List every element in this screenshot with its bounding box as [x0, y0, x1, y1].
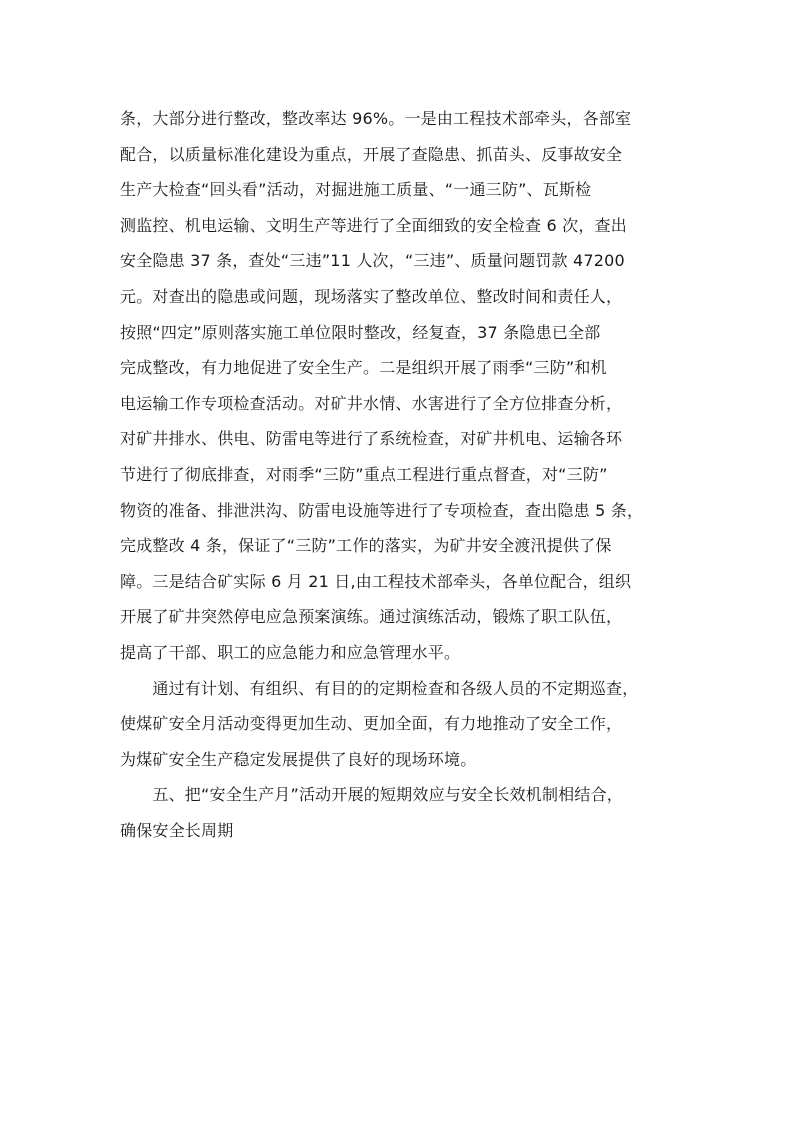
paragraph-summary	[120, 671, 675, 778]
text-line: 生产大检查“回头看”活动，对掘进施工质量、“一通三防”、瓦斯检	[120, 180, 592, 200]
text-line: 为煤矿安全生产稳定发展提供了良好的现场环境。	[120, 749, 477, 769]
text-line: 按照“四定”原则落实施工单位限时整改，经复查，37 条隐患已全部	[120, 322, 601, 342]
text-line: 电运输工作专项检查活动。对矿井水情、水害进行了全方位排查分析，	[120, 393, 623, 413]
text-line: 安全隐患 37 条，查处“三违”11 人次，“三违”、质量问题罚款 47200	[120, 251, 625, 271]
text-line: 条，大部分进行整改，整改率达 96%。一是由工程技术部牵头，各部室	[120, 109, 632, 128]
text-line: 障。三是结合矿实际 6 月 21 日,由工程技术部牵头，各单位配合，组织	[120, 571, 632, 591]
text-line: 对矿井排水、供电、防雷电等进行了系统检查，对矿井机电、运输各环	[120, 429, 623, 449]
section-heading-five	[120, 777, 675, 848]
heading-line: 确保安全长周期	[120, 820, 234, 840]
text-line: 配合，以质量标准化建设为重点，开展了查隐患、抓苗头、反事故安全	[120, 144, 623, 164]
text-line: 开展了矿井突然停电应急预案演练。通过演练活动，锻炼了职工队伍，	[120, 607, 623, 627]
paragraph-safety-inspections	[120, 101, 675, 671]
text-line: 完成整改 4 条，保证了“三防”工作的落实，为矿井安全渡汛提供了保	[120, 536, 612, 556]
text-line: 节进行了彻底排查，对雨季“三防”重点工程进行重点督查，对“三防”	[120, 464, 608, 484]
text-line: 测监控、机电运输、文明生产等进行了全面细致的安全检查 6 次，查出	[120, 215, 627, 235]
heading-line: 五、把“安全生产月”活动开展的短期效应与安全长效机制相结合，	[120, 785, 623, 805]
text-line: 元。对查出的隐患或问题，现场落实了整改单位、整改时间和责任人，	[120, 286, 623, 306]
document-body	[120, 101, 675, 848]
text-line: 使煤矿安全月活动变得更加生动、更加全面，有力地推动了安全工作，	[120, 714, 623, 734]
text-line: 提高了干部、职工的应急能力和应急管理水平。	[120, 642, 461, 662]
text-line: 物资的准备、排泄洪沟、防雷电设施等进行了专项检查，查出隐患 5 条，	[120, 500, 644, 520]
text-line: 通过有计划、有组织、有目的的定期检查和各级人员的不定期巡查，	[120, 678, 639, 698]
text-line: 完成整改，有力地促进了安全生产。二是组织开展了雨季“三防”和机	[120, 358, 607, 378]
